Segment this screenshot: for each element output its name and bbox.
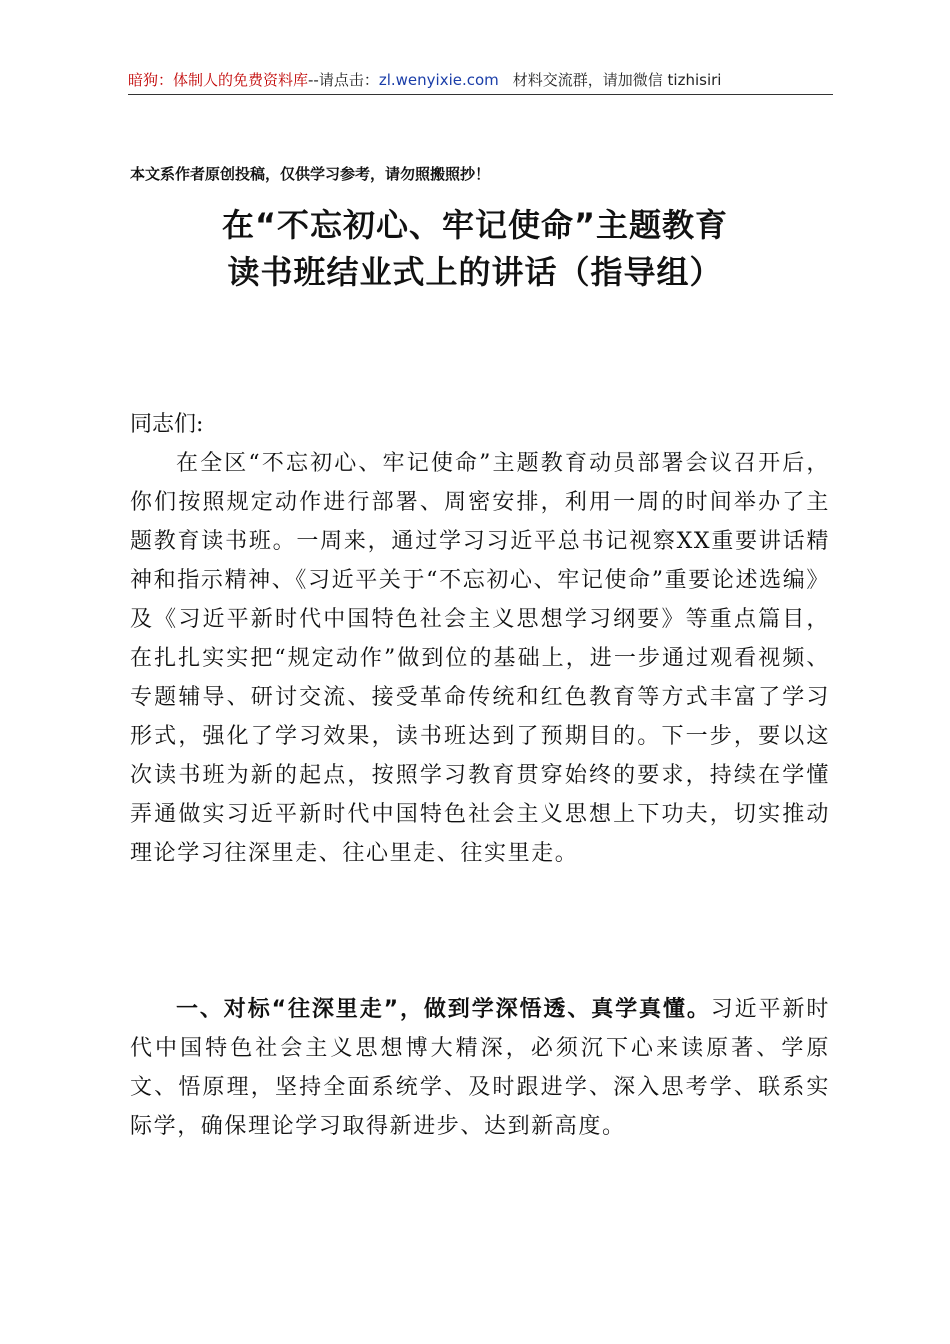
header-divider: [128, 94, 833, 95]
document-title-line1: 在“不忘初心、牢记使命”主题教育: [221, 206, 729, 244]
document-title-line2: 读书班结业式上的讲话（指导组）: [227, 253, 723, 291]
salutation: 同志们:: [130, 412, 204, 437]
page-header: [128, 70, 833, 96]
header-site-name: 暗狗：体制人的免费资料库: [128, 71, 309, 89]
section1-heading: 一、对标“往深里走”，做到学深悟透、真学真懂。: [176, 997, 711, 1022]
paragraph-section1: [130, 990, 830, 1146]
header-wechat-text: 材料交流群，请加微信 tizhisiri: [512, 71, 722, 89]
header-click-prompt: --请点击：: [308, 71, 379, 89]
paragraph-intro: 在全区“不忘初心、牢记使命”主题教育动员部署会议召开后，你们按照规定动作进行部署、周密安排，利用一周的时间举办了主题教育读书班。一周来，通过学习习近平总书记视察XX重要讲话精神和指示精神、《习近平关于“不忘初心、牢记使命”重要论述选编》及《习近平新时代中国特色社会主义思想学习纲要》等重点篇目，在扎扎实实把“规定动作”做到位的基础上，进一步通过观看视频、专题辅导、研讨交流、接受革命传统和红色教育等方式丰富了学习形式，强化了学习效果，读书班达到了预期目的。下一步，要以这次读书班为新的起点，按照学习教育贯穿始终的要求，持续在学懂弄通做实习近平新时代中国特色社会主义思想上下功夫，切实推动理论学习往深里走、往心里走、往实里走。: [130, 451, 830, 866]
header-url-link[interactable]: zl.wenyixie.com: [378, 71, 499, 89]
section1-body: 习近平新时代中国特色社会主义思想博大精深，必须沉下心来读原著、学原文、悟原理，坚持全面系统学、及时跟进学、深入思考学、联系实际学，确保理论学习取得新进步、达到新高度。: [130, 997, 830, 1139]
original-note: 本文系作者原创投稿，仅供学习参考，请勿照搬照抄！: [130, 165, 491, 183]
